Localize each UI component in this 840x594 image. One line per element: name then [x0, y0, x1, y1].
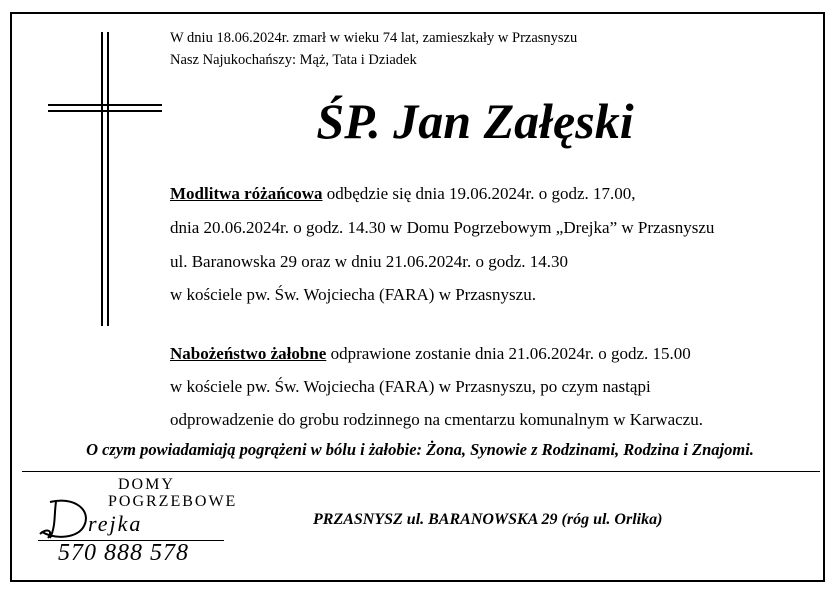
- mass-line-3: odprowadzenie do grobu rodzinnego na cmentarzu komunalnym w Karwaczu.: [170, 410, 703, 429]
- rosary-heading: Modlitwa różańcowa: [170, 184, 323, 203]
- cross-icon-vertical-2: [107, 32, 109, 326]
- divider: [22, 471, 820, 472]
- rosary-line-4: w kościele pw. Św. Wojciecha (FARA) w Przasnyszu.: [170, 285, 536, 304]
- mass-line-2: w kościele pw. Św. Wojciecha (FARA) w Przasnyszu, po czym nastąpi: [170, 377, 651, 396]
- rosary-line-2: dnia 20.06.2024r. o godz. 14.30 w Domu Pogrzebowym „Drejka” w Przasnyszu: [170, 218, 715, 237]
- logo-initial-text: D: [58, 538, 59, 539]
- logo-pogrzebowe: POGRZEBOWE: [108, 493, 238, 510]
- mass-heading: Nabożeństwo żałobne: [170, 344, 327, 363]
- funeral-home-logo: [30, 476, 240, 571]
- rosary-line-1-text: odbędzie się dnia 19.06.2024r. o godz. 17.00,: [322, 184, 636, 203]
- mass-line-1: [170, 344, 691, 364]
- mass-line-1-text: odprawione zostanie dnia 21.06.2024r. o godz. 15.00: [326, 344, 691, 363]
- intro-line-1: W dniu 18.06.2024r. zmarł w wieku 74 lat, zamieszkały w Przasnyszu: [170, 30, 578, 46]
- intro-line-2: Nasz Najukochańszy: Mąż, Tata i Dziadek: [170, 52, 417, 68]
- logo-initial-d-icon: [34, 494, 94, 544]
- logo-name: rejka: [88, 511, 143, 536]
- cross-icon: [101, 32, 103, 326]
- logo-domy: DOMY: [118, 476, 175, 493]
- rosary-line-1: [170, 184, 636, 204]
- mourners-note: O czym powiadamiają pogrążeni w bólu i żałobie: Żona, Synowie z Rodzinami, Rodzina i Znajomi.: [86, 440, 754, 459]
- phone-number: 570 888 578: [58, 540, 189, 566]
- rosary-line-3: ul. Baranowska 29 oraz w dniu 21.06.2024r. o godz. 14.30: [170, 252, 569, 271]
- funeral-home-address: PRZASNYSZ ul. BARANOWSKA 29 (róg ul. Orlika): [313, 511, 663, 528]
- deceased-name: ŚP. Jan Załęski: [316, 93, 634, 149]
